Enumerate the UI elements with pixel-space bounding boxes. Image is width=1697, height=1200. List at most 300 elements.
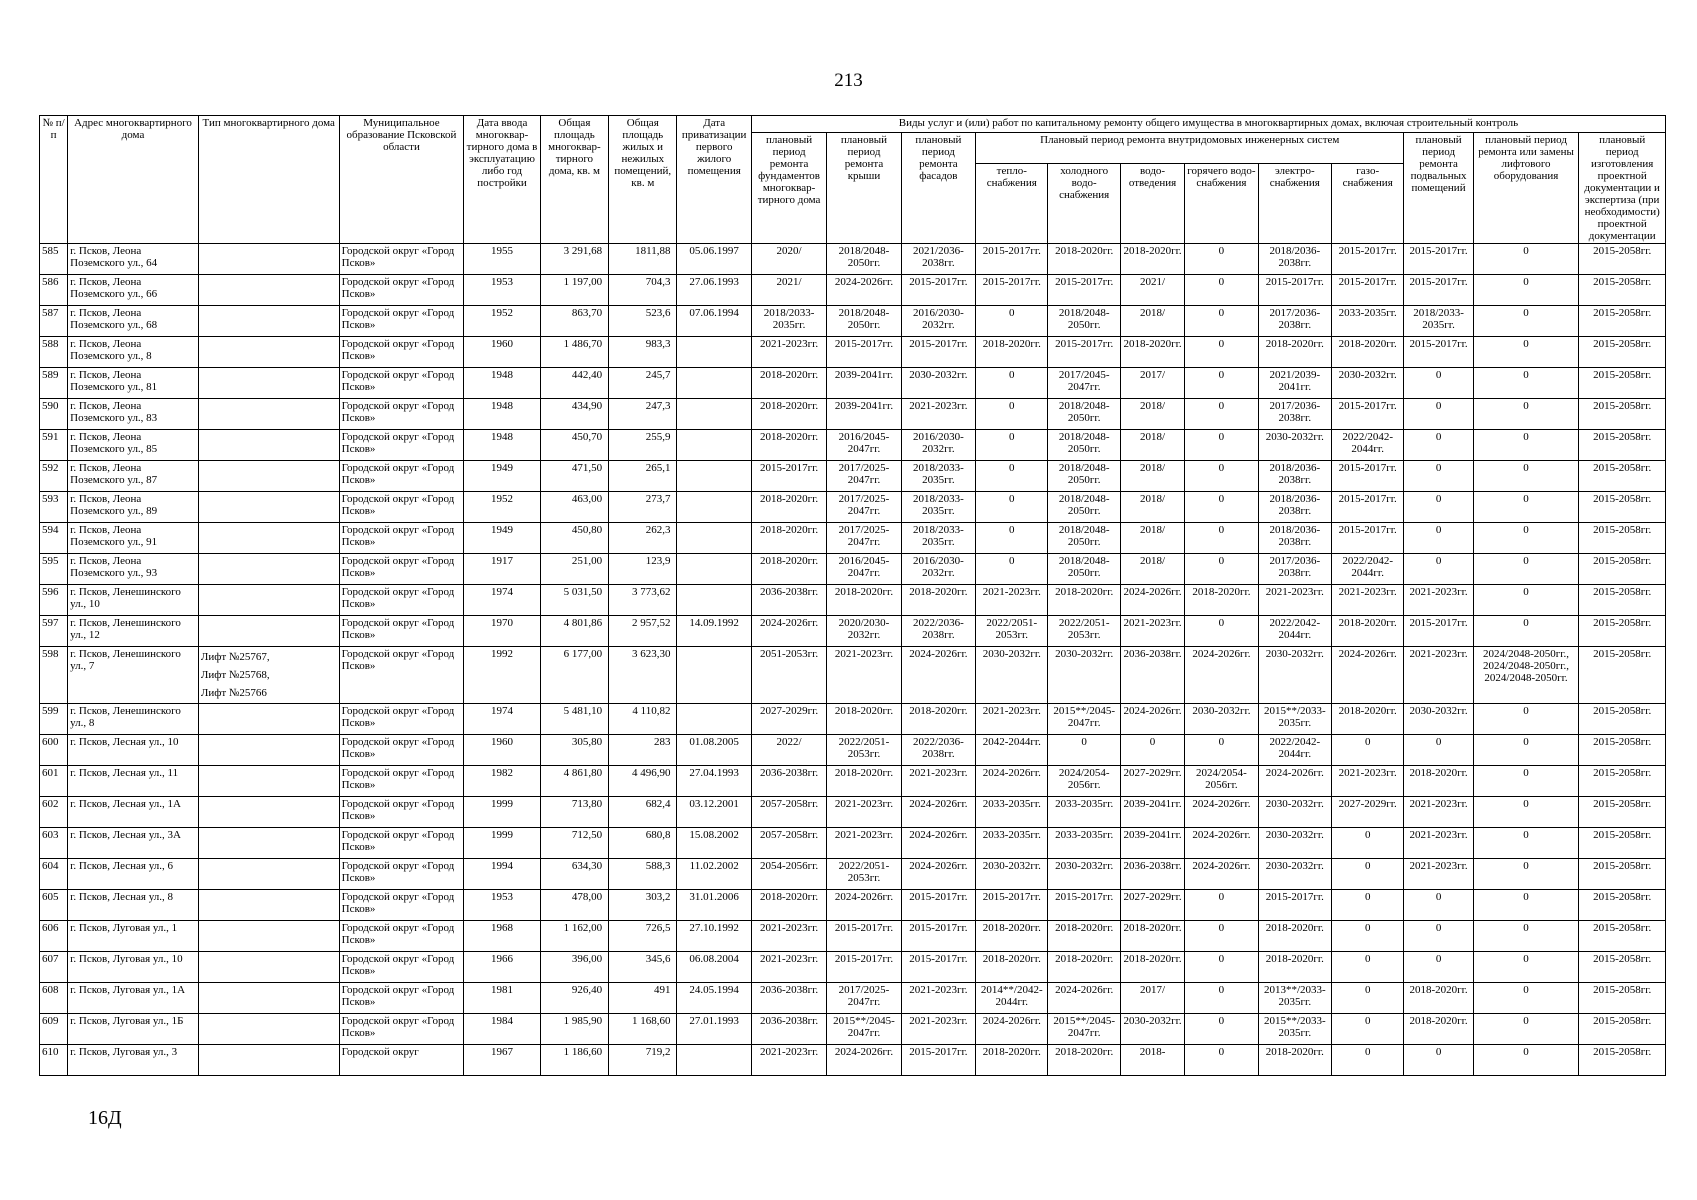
cell-municipality: Городской округ [339, 1045, 464, 1076]
cell-roof: 2020/2030-2032гг. [827, 616, 901, 647]
cell-sewer: 2018/ [1120, 430, 1184, 461]
cell-year: 1970 [464, 616, 540, 647]
table-row [40, 983, 1666, 1014]
cell-design-docs: 2015-2058гг. [1579, 952, 1666, 983]
cell-year: 1952 [464, 306, 540, 337]
cell-num: 602 [40, 797, 68, 828]
cell-heat: 2018-2020гг. [976, 1045, 1048, 1076]
cell-design-docs: 2015-2058гг. [1579, 430, 1666, 461]
cell-gas: 0 [1332, 859, 1404, 890]
cell-type [198, 492, 339, 523]
table-body [40, 244, 1666, 1076]
cell-type [198, 921, 339, 952]
cell-roof: 2022/2051-2053гг. [827, 859, 901, 890]
cell-basement: 2015-2017гг. [1404, 244, 1473, 275]
cell-privatization: 01.08.2005 [677, 735, 751, 766]
cell-facade: 2021-2023гг. [901, 766, 975, 797]
cell-elevator: 0 [1473, 735, 1579, 766]
cell-address: г. Псков, Ленешинского ул., 10 [68, 585, 199, 616]
cell-total-area: 450,80 [540, 523, 608, 554]
cell-design-docs: 2015-2058гг. [1579, 306, 1666, 337]
cell-year: 1948 [464, 368, 540, 399]
cell-electric: 2030-2032гг. [1258, 647, 1331, 704]
cell-elevator: 0 [1473, 368, 1579, 399]
cell-foundation: 2021/ [751, 275, 826, 306]
cell-foundation: 2021-2023гг. [751, 921, 826, 952]
cell-electric: 2018/2036-2038гг. [1258, 244, 1331, 275]
cell-municipality: Городской округ «Город Псков» [339, 461, 464, 492]
cell-address: г. Псков, Лесная ул., 10 [68, 735, 199, 766]
cell-sewer: 2018/ [1120, 306, 1184, 337]
cell-basement: 2018-2020гг. [1404, 1014, 1473, 1045]
cell-address: г. Псков, Леона Поземского ул., 83 [68, 399, 199, 430]
cell-num: 588 [40, 337, 68, 368]
cell-electric: 2013**/2033-2035гг. [1258, 983, 1331, 1014]
cell-num: 601 [40, 766, 68, 797]
cell-privatization: 03.12.2001 [677, 797, 751, 828]
cell-roof: 2018-2020гг. [827, 585, 901, 616]
cell-hot-water: 0 [1185, 275, 1258, 306]
cell-design-docs: 2015-2058гг. [1579, 828, 1666, 859]
cell-total-area: 434,90 [540, 399, 608, 430]
cell-sewer: 2039-2041гг. [1120, 797, 1184, 828]
cell-hot-water: 0 [1185, 554, 1258, 585]
cell-type [198, 523, 339, 554]
cell-basement: 2021-2023гг. [1404, 828, 1473, 859]
cell-address: г. Псков, Луговая ул., 1А [68, 983, 199, 1014]
cell-address: г. Псков, Ленешинского ул., 12 [68, 616, 199, 647]
cell-design-docs: 2015-2058гг. [1579, 523, 1666, 554]
cell-hot-water: 2024-2026гг. [1185, 828, 1258, 859]
cell-num: 589 [40, 368, 68, 399]
cell-facade: 2022/2036-2038гг. [901, 735, 975, 766]
cell-design-docs: 2015-2058гг. [1579, 244, 1666, 275]
cell-cold-water: 2018/2048-2050гг. [1048, 492, 1120, 523]
cell-address: г. Псков, Леона Поземского ул., 85 [68, 430, 199, 461]
cell-gas: 2015-2017гг. [1332, 461, 1404, 492]
cell-living-area: 273,7 [609, 492, 677, 523]
cell-gas: 0 [1332, 1014, 1404, 1045]
cell-design-docs: 2015-2058гг. [1579, 1014, 1666, 1045]
header-address: Адрес многоквартирного дома [68, 116, 199, 244]
cell-num: 594 [40, 523, 68, 554]
cell-gas: 2030-2032гг. [1332, 368, 1404, 399]
cell-privatization [677, 523, 751, 554]
cell-roof: 2018/2048-2050гг. [827, 244, 901, 275]
cell-privatization: 05.06.1997 [677, 244, 751, 275]
cell-year: 1974 [464, 704, 540, 735]
cell-municipality: Городской округ «Город Псков» [339, 492, 464, 523]
cell-facade: 2015-2017гг. [901, 275, 975, 306]
cell-address: г. Псков, Леона Поземского ул., 89 [68, 492, 199, 523]
cell-facade: 2015-2017гг. [901, 890, 975, 921]
cell-address: г. Псков, Луговая ул., 10 [68, 952, 199, 983]
cell-elevator: 0 [1473, 828, 1579, 859]
cell-type [198, 766, 339, 797]
cell-foundation: 2018-2020гг. [751, 430, 826, 461]
cell-gas: 2018-2020гг. [1332, 704, 1404, 735]
cell-hot-water: 2024-2026гг. [1185, 647, 1258, 704]
cell-year: 1999 [464, 797, 540, 828]
cell-privatization: 14.09.1992 [677, 616, 751, 647]
cell-roof: 2024-2026гг. [827, 1045, 901, 1076]
table-row [40, 585, 1666, 616]
cell-electric: 2022/2042-2044гг. [1258, 735, 1331, 766]
cell-foundation: 2036-2038гг. [751, 766, 826, 797]
cell-municipality: Городской округ «Город Псков» [339, 523, 464, 554]
cell-living-area: 523,6 [609, 306, 677, 337]
cell-total-area: 5 481,10 [540, 704, 608, 735]
cell-roof: 2018/2048-2050гг. [827, 306, 901, 337]
cell-elevator: 0 [1473, 1045, 1579, 1076]
cell-gas: 2015-2017гг. [1332, 399, 1404, 430]
cell-total-area: 305,80 [540, 735, 608, 766]
cell-num: 593 [40, 492, 68, 523]
cell-year: 1948 [464, 430, 540, 461]
cell-foundation: 2054-2056гг. [751, 859, 826, 890]
cell-num: 597 [40, 616, 68, 647]
cell-privatization [677, 337, 751, 368]
cell-elevator: 0 [1473, 585, 1579, 616]
cell-foundation: 2057-2058гг. [751, 828, 826, 859]
cell-heat: 0 [976, 430, 1048, 461]
cell-facade: 2024-2026гг. [901, 647, 975, 704]
cell-hot-water: 2024-2026гг. [1185, 859, 1258, 890]
cell-heat: 2024-2026гг. [976, 1014, 1048, 1045]
cell-electric: 2018-2020гг. [1258, 921, 1331, 952]
header-num: № п/п [40, 116, 68, 244]
cell-electric: 2017/2036-2038гг. [1258, 306, 1331, 337]
cell-sewer: 2018-2020гг. [1120, 244, 1184, 275]
cell-address: г. Псков, Леона Поземского ул., 93 [68, 554, 199, 585]
cell-address: г. Псков, Леона Поземского ул., 8 [68, 337, 199, 368]
cell-num: 604 [40, 859, 68, 890]
cell-municipality: Городской округ «Город Псков» [339, 275, 464, 306]
cell-heat: 2021-2023гг. [976, 704, 1048, 735]
cell-roof: 2015**/2045-2047гг. [827, 1014, 901, 1045]
header-design-docs: плановый период изготовления проектной документации и экспертиза (при необходимости) проектной документации [1579, 133, 1666, 244]
cell-type [198, 983, 339, 1014]
cell-electric: 2021/2039-2041гг. [1258, 368, 1331, 399]
cell-facade: 2015-2017гг. [901, 1045, 975, 1076]
cell-basement: 2021-2023гг. [1404, 797, 1473, 828]
cell-design-docs: 2015-2058гг. [1579, 890, 1666, 921]
cell-design-docs: 2015-2058гг. [1579, 797, 1666, 828]
cell-elevator: 0 [1473, 797, 1579, 828]
cell-living-area: 265,1 [609, 461, 677, 492]
cell-municipality: Городской округ «Город Псков» [339, 647, 464, 704]
cell-facade: 2024-2026гг. [901, 828, 975, 859]
cell-hot-water: 0 [1185, 461, 1258, 492]
cell-address: г. Псков, Луговая ул., 1Б [68, 1014, 199, 1045]
cell-privatization: 07.06.1994 [677, 306, 751, 337]
table-row [40, 616, 1666, 647]
cell-elevator: 0 [1473, 616, 1579, 647]
table-row [40, 430, 1666, 461]
cell-hot-water: 0 [1185, 890, 1258, 921]
cell-cold-water: 2033-2035гг. [1048, 828, 1120, 859]
cell-type [198, 890, 339, 921]
table-row [40, 952, 1666, 983]
cell-year: 1968 [464, 921, 540, 952]
table-row [40, 647, 1666, 704]
cell-roof: 2024-2026гг. [827, 890, 901, 921]
cell-elevator-line: 2024/2048-2050гг. [1484, 672, 1568, 684]
cell-total-area: 442,40 [540, 368, 608, 399]
header-roof: плановый период ремонта крыши [827, 133, 901, 244]
cell-basement: 0 [1404, 735, 1473, 766]
cell-design-docs: 2015-2058гг. [1579, 647, 1666, 704]
cell-living-area: 255,9 [609, 430, 677, 461]
cell-sewer: 2018/ [1120, 399, 1184, 430]
cell-living-area: 726,5 [609, 921, 677, 952]
cell-foundation: 2018-2020гг. [751, 554, 826, 585]
cell-cold-water: 2015-2017гг. [1048, 275, 1120, 306]
cell-living-area: 588,3 [609, 859, 677, 890]
cell-sewer: 2039-2041гг. [1120, 828, 1184, 859]
cell-living-area: 245,7 [609, 368, 677, 399]
cell-total-area: 1 186,60 [540, 1045, 608, 1076]
cell-address: г. Псков, Луговая ул., 1 [68, 921, 199, 952]
capital-repair-table [39, 115, 1666, 1076]
cell-facade: 2018-2020гг. [901, 704, 975, 735]
cell-total-area: 713,80 [540, 797, 608, 828]
header-commission-date: Дата ввода многоквар-тирного дома в эксплуатацию либо год постройки [464, 116, 540, 244]
cell-heat: 2018-2020гг. [976, 337, 1048, 368]
cell-type [198, 306, 339, 337]
cell-gas: 0 [1332, 828, 1404, 859]
cell-basement: 2021-2023гг. [1404, 585, 1473, 616]
cell-elevator: 0 [1473, 399, 1579, 430]
cell-num: 585 [40, 244, 68, 275]
cell-roof: 2017/2025-2047гг. [827, 492, 901, 523]
cell-type [198, 399, 339, 430]
cell-total-area: 1 985,90 [540, 1014, 608, 1045]
cell-num: 596 [40, 585, 68, 616]
cell-facade: 2016/2030-2032гг. [901, 554, 975, 585]
cell-electric: 2015**/2033-2035гг. [1258, 704, 1331, 735]
cell-total-area: 1 162,00 [540, 921, 608, 952]
cell-elevator-line: 2024/2048-2050гг., [1483, 648, 1570, 660]
cell-roof: 2017/2025-2047гг. [827, 983, 901, 1014]
table-row [40, 554, 1666, 585]
cell-address: г. Псков, Леона Поземского ул., 87 [68, 461, 199, 492]
cell-facade: 2021-2023гг. [901, 983, 975, 1014]
cell-gas: 2021-2023гг. [1332, 585, 1404, 616]
cell-cold-water: 2022/2051-2053гг. [1048, 616, 1120, 647]
cell-municipality: Городской округ «Город Псков» [339, 430, 464, 461]
cell-gas: 2018-2020гг. [1332, 337, 1404, 368]
cell-elevator: 0 [1473, 766, 1579, 797]
cell-elevator: 0 [1473, 921, 1579, 952]
table-row [40, 275, 1666, 306]
cell-basement: 2015-2017гг. [1404, 275, 1473, 306]
cell-design-docs: 2015-2058гг. [1579, 337, 1666, 368]
cell-municipality: Городской округ «Город Псков» [339, 306, 464, 337]
cell-roof: 2017/2025-2047гг. [827, 461, 901, 492]
cell-sewer: 2018-2020гг. [1120, 921, 1184, 952]
cell-foundation: 2018-2020гг. [751, 523, 826, 554]
header-privatization-date: Дата приватизации первого жилого помещения [677, 116, 751, 244]
cell-year: 1994 [464, 859, 540, 890]
cell-hot-water: 0 [1185, 523, 1258, 554]
cell-heat: 2033-2035гг. [976, 828, 1048, 859]
cell-foundation: 2036-2038гг. [751, 983, 826, 1014]
cell-design-docs: 2015-2058гг. [1579, 492, 1666, 523]
cell-elevator: 0 [1473, 306, 1579, 337]
cell-total-area: 634,30 [540, 859, 608, 890]
cell-privatization: 31.01.2006 [677, 890, 751, 921]
cell-elevator: 0 [1473, 244, 1579, 275]
cell-living-area: 283 [609, 735, 677, 766]
cell-elevator: 0 [1473, 859, 1579, 890]
cell-year: 1917 [464, 554, 540, 585]
cell-municipality: Городской округ «Город Псков» [339, 1014, 464, 1045]
cell-heat: 2022/2051-2053гг. [976, 616, 1048, 647]
cell-heat: 2030-2032гг. [976, 647, 1048, 704]
cell-hot-water: 0 [1185, 492, 1258, 523]
cell-address: г. Псков, Ленешинского ул., 8 [68, 704, 199, 735]
cell-facade: 2018-2020гг. [901, 585, 975, 616]
cell-facade: 2018/2033-2035гг. [901, 523, 975, 554]
cell-num: 590 [40, 399, 68, 430]
cell-address: г. Псков, Леона Поземского ул., 64 [68, 244, 199, 275]
cell-design-docs: 2015-2058гг. [1579, 368, 1666, 399]
cell-privatization: 27.04.1993 [677, 766, 751, 797]
cell-sewer: 2018/ [1120, 461, 1184, 492]
cell-address: г. Псков, Лесная ул., 3А [68, 828, 199, 859]
cell-foundation: 2015-2017гг. [751, 461, 826, 492]
header-sewer: водо-отведения [1120, 163, 1184, 243]
cell-address: г. Псков, Лесная ул., 6 [68, 859, 199, 890]
cell-facade: 2030-2032гг. [901, 368, 975, 399]
cell-facade: 2021/2036-2038гг. [901, 244, 975, 275]
cell-basement: 0 [1404, 921, 1473, 952]
cell-heat: 0 [976, 492, 1048, 523]
cell-privatization [677, 554, 751, 585]
cell-year: 1955 [464, 244, 540, 275]
cell-total-area: 463,00 [540, 492, 608, 523]
cell-privatization: 15.08.2002 [677, 828, 751, 859]
cell-electric: 2018/2036-2038гг. [1258, 461, 1331, 492]
cell-foundation: 2018/2033-2035гг. [751, 306, 826, 337]
cell-design-docs: 2015-2058гг. [1579, 554, 1666, 585]
cell-living-area: 123,9 [609, 554, 677, 585]
cell-gas: 2015-2017гг. [1332, 275, 1404, 306]
cell-cold-water: 0 [1048, 735, 1120, 766]
cell-year: 1953 [464, 275, 540, 306]
cell-foundation: 2024-2026гг. [751, 616, 826, 647]
header-works-group: Виды услуг и (или) работ по капитальному ремонту общего имущества в многоквартирных домах, включая строительный контроль [751, 116, 1665, 133]
cell-heat: 0 [976, 461, 1048, 492]
cell-privatization: 27.01.1993 [677, 1014, 751, 1045]
cell-design-docs: 2015-2058гг. [1579, 766, 1666, 797]
header-basement: плановый период ремонта подвальных помещений [1404, 133, 1473, 244]
cell-gas: 0 [1332, 921, 1404, 952]
cell-sewer: 2017/ [1120, 368, 1184, 399]
cell-address: г. Псков, Лесная ул., 11 [68, 766, 199, 797]
cell-privatization [677, 399, 751, 430]
cell-year: 1984 [464, 1014, 540, 1045]
cell-facade: 2015-2017гг. [901, 337, 975, 368]
table-row [40, 306, 1666, 337]
cell-design-docs: 2015-2058гг. [1579, 616, 1666, 647]
cell-privatization [677, 461, 751, 492]
cell-electric: 2018/2036-2038гг. [1258, 492, 1331, 523]
cell-gas: 2024-2026гг. [1332, 647, 1404, 704]
cell-elevator: 0 [1473, 461, 1579, 492]
cell-gas: 2033-2035гг. [1332, 306, 1404, 337]
cell-heat: 0 [976, 399, 1048, 430]
cell-cold-water: 2024/2054-2056гг. [1048, 766, 1120, 797]
table-row [40, 797, 1666, 828]
cell-type [198, 337, 339, 368]
cell-foundation: 2021-2023гг. [751, 337, 826, 368]
cell-type-line: Лифт №25766 [200, 687, 267, 699]
cell-hot-water: 0 [1185, 735, 1258, 766]
cell-basement: 2021-2023гг. [1404, 647, 1473, 704]
cell-type [198, 244, 339, 275]
cell-heat: 2018-2020гг. [976, 952, 1048, 983]
cell-cold-water: 2030-2032гг. [1048, 647, 1120, 704]
cell-hot-water: 0 [1185, 337, 1258, 368]
cell-type [198, 461, 339, 492]
cell-address: г. Псков, Лесная ул., 8 [68, 890, 199, 921]
cell-electric: 2018-2020гг. [1258, 1045, 1331, 1076]
cell-year: 1992 [464, 647, 540, 704]
cell-basement: 0 [1404, 399, 1473, 430]
cell-privatization: 27.10.1992 [677, 921, 751, 952]
cell-basement: 2021-2023гг. [1404, 859, 1473, 890]
cell-cold-water: 2015**/2045-2047гг. [1048, 1014, 1120, 1045]
cell-design-docs: 2015-2058гг. [1579, 275, 1666, 306]
cell-municipality: Городской округ «Город Псков» [339, 828, 464, 859]
cell-type [198, 275, 339, 306]
cell-total-area: 251,00 [540, 554, 608, 585]
cell-sewer: 2018-2020гг. [1120, 952, 1184, 983]
table-row [40, 399, 1666, 430]
cell-gas: 0 [1332, 1045, 1404, 1076]
cell-sewer: 2021-2023гг. [1120, 616, 1184, 647]
cell-foundation: 2022/ [751, 735, 826, 766]
cell-privatization [677, 492, 751, 523]
cell-elevator: 0 [1473, 1014, 1579, 1045]
header-type: Тип многоквартирного дома [198, 116, 339, 244]
table-row [40, 828, 1666, 859]
cell-sewer: 2027-2029гг. [1120, 890, 1184, 921]
cell-cold-water: 2033-2035гг. [1048, 797, 1120, 828]
cell-foundation: 2027-2029гг. [751, 704, 826, 735]
header-elevator: плановый период ремонта или замены лифтового оборудования [1473, 133, 1579, 244]
cell-electric: 2018/2036-2038гг. [1258, 523, 1331, 554]
cell-roof: 2022/2051-2053гг. [827, 735, 901, 766]
cell-hot-water: 0 [1185, 983, 1258, 1014]
cell-num: 606 [40, 921, 68, 952]
cell-facade: 2022/2036-2038гг. [901, 616, 975, 647]
cell-type [198, 554, 339, 585]
cell-privatization: 27.06.1993 [677, 275, 751, 306]
cell-type [198, 704, 339, 735]
table-row [40, 859, 1666, 890]
cell-roof: 2021-2023гг. [827, 647, 901, 704]
cell-living-area: 491 [609, 983, 677, 1014]
cell-sewer: 2018/ [1120, 492, 1184, 523]
cell-sewer: 2024-2026гг. [1120, 585, 1184, 616]
cell-hot-water: 0 [1185, 952, 1258, 983]
cell-num: 605 [40, 890, 68, 921]
cell-elevator: 0 [1473, 704, 1579, 735]
cell-address: г. Псков, Лесная ул., 1А [68, 797, 199, 828]
